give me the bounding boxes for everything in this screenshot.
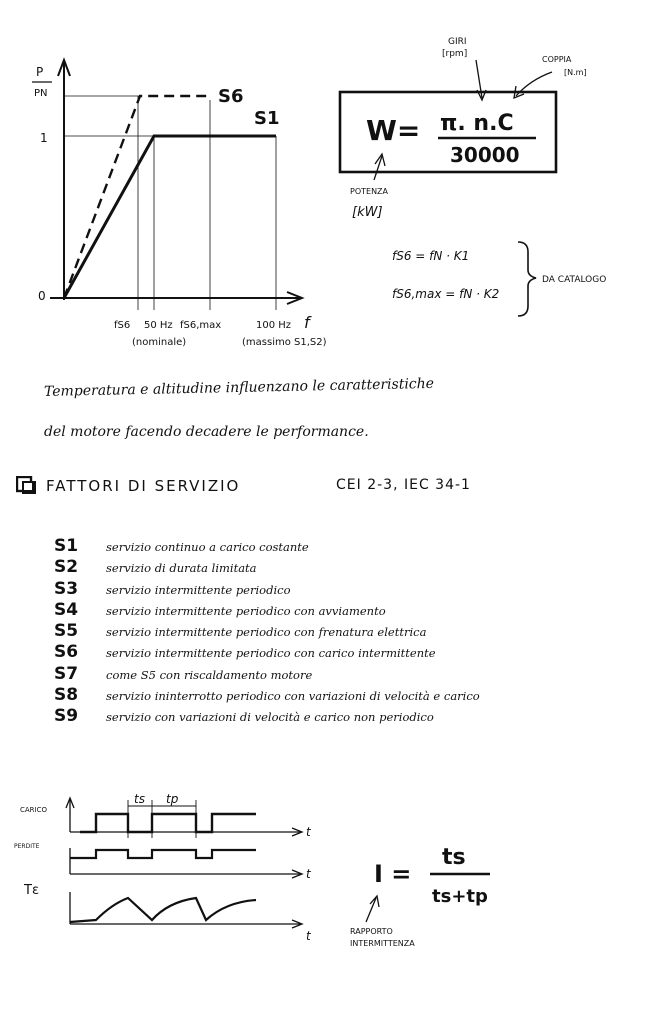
- x-tick-fs6: fS6: [114, 320, 131, 331]
- service-code: S5: [54, 621, 79, 642]
- formula-w-denominator: 30000: [450, 143, 520, 167]
- service-desc: come S5 con riscaldamento motore: [106, 667, 313, 682]
- service-row-s6: [54, 642, 654, 663]
- section-title: FATTORI DI SERVIZIO: [46, 477, 241, 495]
- note-line-2: del motore facendo decadere le performance.: [44, 424, 369, 440]
- formula-i-block: [340, 826, 540, 966]
- service-row-s7: [54, 664, 654, 685]
- formula-f-brace: [518, 242, 536, 316]
- y-axis-label-top: P: [36, 65, 44, 79]
- label-giri-unit: [rpm]: [442, 49, 468, 59]
- service-row-s9: [54, 706, 654, 727]
- label-carico: CARICO: [20, 806, 48, 814]
- service-code: S9: [54, 706, 79, 727]
- label-s1: S1: [254, 108, 280, 129]
- label-rapporto: RAPPORTO: [350, 927, 393, 936]
- series-temp: [70, 898, 256, 922]
- formula-f-line1: fS6 = fN · K1: [392, 249, 470, 263]
- label-giri: GIRI: [448, 37, 467, 47]
- series-s1-line: [64, 136, 276, 298]
- service-row-s5: [54, 621, 654, 642]
- service-desc: servizio con variazioni di velocità e carico non periodico: [106, 710, 434, 725]
- y-axis-label-bottom: PN: [34, 88, 48, 99]
- formula-w-numerator: π. n.C: [440, 111, 514, 136]
- series-perdite: [70, 850, 256, 858]
- note-line-1: Temperatura e altitudine influenzano le caratteristiche: [43, 375, 435, 400]
- service-code: S2: [54, 557, 79, 578]
- service-code: S3: [54, 578, 79, 599]
- x-tick-100hz: 100 Hz: [256, 320, 292, 331]
- label-ts: ts: [134, 792, 145, 806]
- label-potenza-unit: [kW]: [352, 205, 383, 220]
- x-tick-fs6max: fS6,max: [180, 320, 222, 331]
- label-intermittenza: INTERMITTENZA: [350, 939, 415, 948]
- service-row-s4: [54, 600, 654, 621]
- checkbox-square-icon: [16, 476, 38, 496]
- service-desc: servizio continuo a carico costante: [106, 540, 309, 554]
- arrow-rapporto: [366, 898, 376, 922]
- formula-f-line2: fS6,max = fN · K2: [392, 287, 500, 301]
- x-tick-50hz: 50 Hz: [144, 320, 173, 331]
- formula-w-lhs: W=: [366, 114, 421, 147]
- service-row-s2: [54, 557, 654, 578]
- section-header: [16, 474, 636, 500]
- timing-diagram: [0, 792, 340, 962]
- y-tick-0: 0: [38, 289, 46, 303]
- x-tick-note-massimo: (massimo S1,S2): [242, 337, 327, 348]
- formula-i-numerator: ts: [442, 845, 466, 870]
- series-carico: [80, 814, 256, 832]
- service-desc: servizio intermittente periodico con avviamento: [106, 603, 386, 618]
- formula-f-block: [388, 236, 658, 326]
- y-tick-1: 1: [40, 131, 48, 145]
- label-tp: tp: [166, 792, 179, 806]
- formula-w-box: [330, 28, 650, 228]
- formula-i-denominator: ts+tp: [432, 886, 488, 907]
- service-code: S4: [54, 599, 79, 620]
- label-potenza: POTENZA: [350, 187, 388, 196]
- axis-t2-label: t: [306, 867, 311, 881]
- series-s6-line: [64, 96, 210, 298]
- service-desc: servizio intermittente periodico con frenatura elettrica: [106, 625, 427, 640]
- x-axis-label: f: [304, 313, 310, 332]
- label-temp: Tε: [24, 883, 39, 898]
- service-desc: servizio intermittente periodico: [106, 582, 291, 597]
- formula-i-lhs: I =: [374, 860, 412, 888]
- service-row-s3: [54, 579, 654, 600]
- label-coppia-unit: [N.m]: [564, 68, 587, 77]
- x-tick-note-nominale: (nominale): [132, 337, 187, 348]
- service-desc: servizio di durata limitata: [106, 561, 257, 576]
- formula-f-note: DA CATALOGO: [542, 275, 607, 285]
- label-coppia: COPPIA: [542, 55, 572, 64]
- service-code: S1: [54, 536, 79, 556]
- label-s6: S6: [218, 86, 244, 107]
- service-code: S7: [54, 663, 79, 684]
- service-code: S8: [54, 685, 79, 706]
- service-desc: servizio ininterrotto periodico con variazioni di velocità e carico: [106, 689, 480, 704]
- service-row-s1: [54, 536, 654, 557]
- axis-t3-label: t: [306, 929, 311, 943]
- service-code: S6: [54, 642, 79, 663]
- section-reference: CEI 2-3, IEC 34-1: [336, 477, 471, 493]
- label-perdite: PERDITE: [14, 843, 40, 850]
- service-desc: servizio intermittente periodico con carico intermittente: [106, 646, 436, 661]
- axis-t1-label: t: [306, 825, 311, 839]
- service-list: [54, 536, 654, 728]
- service-row-s8: [54, 685, 654, 706]
